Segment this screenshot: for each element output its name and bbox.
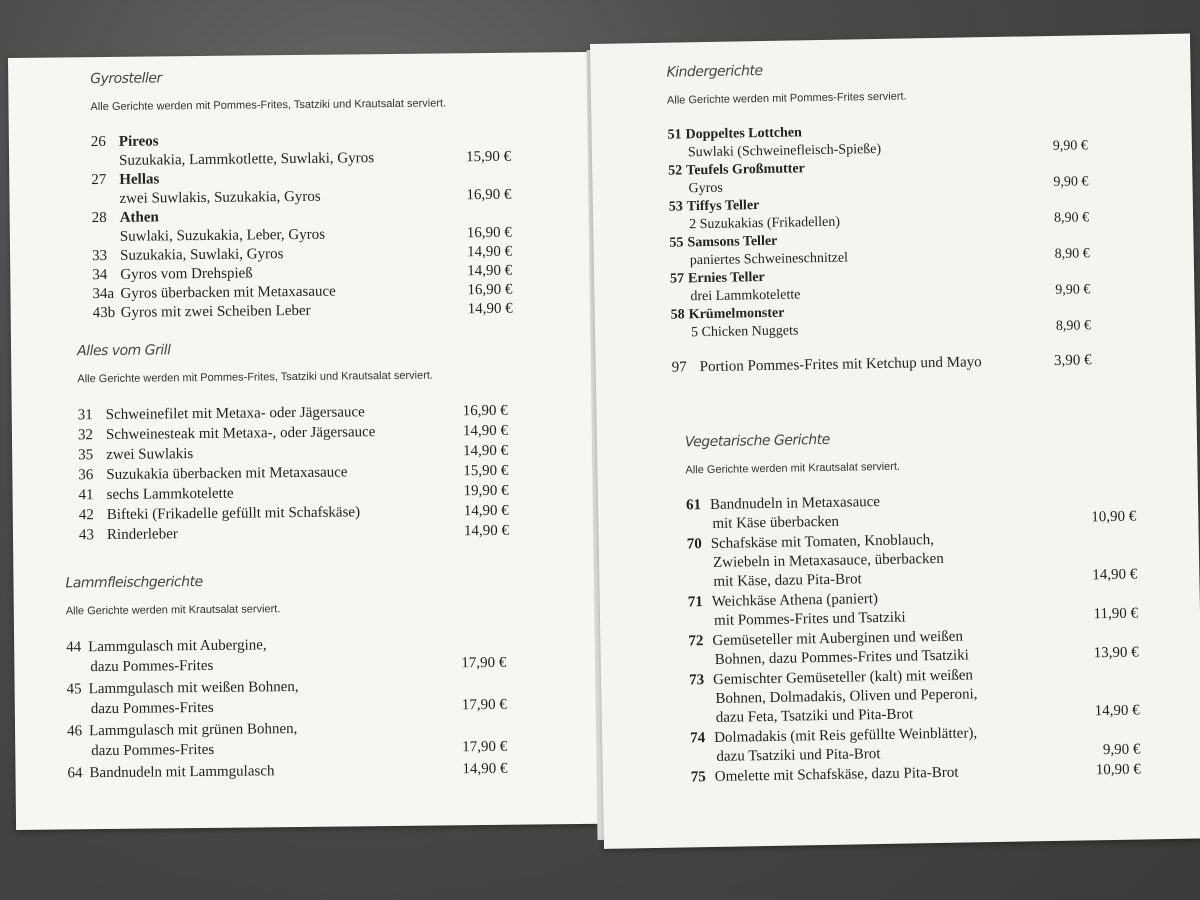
item-price: 17,90 € bbox=[461, 654, 507, 672]
list-item bbox=[79, 521, 509, 546]
list-item bbox=[688, 625, 1139, 671]
item-name: Krümelmonster bbox=[688, 305, 785, 323]
section-note: Alle Gerichte werden mit Pommes-Frites, Tsatziki und Krautsalat serviert. bbox=[77, 369, 434, 386]
item-description: Schweinefilet mit Metaxa- oder Jägersauce bbox=[105, 404, 365, 423]
item-description: zwei Suwlakis bbox=[106, 446, 194, 463]
item-price: 15,90 € bbox=[463, 462, 509, 480]
item-line: mit Käse überbacken bbox=[712, 513, 840, 532]
item-price: 14,90 € bbox=[466, 243, 513, 261]
item-name: Ernies Teller bbox=[687, 269, 765, 287]
section-title: Gyrosteller bbox=[90, 70, 162, 88]
item-number: 26 bbox=[90, 133, 106, 151]
item-description bbox=[89, 675, 443, 719]
item-line: Schafskäse mit Tomaten, Knoblauch, bbox=[710, 532, 935, 552]
list-item bbox=[67, 759, 507, 784]
item-number: 46 bbox=[66, 723, 83, 740]
list-item bbox=[91, 167, 511, 209]
item-description: Rinderleber bbox=[106, 526, 178, 543]
item-description: Suwlaki (Schweinefleisch-Spieße) bbox=[687, 141, 882, 161]
item-number: 31 bbox=[77, 407, 93, 424]
item-line: Gemüseteller mit Auberginen und weißen bbox=[712, 628, 964, 649]
item-number: 27 bbox=[91, 171, 107, 189]
item-description: Gyros vom Drehspieß bbox=[120, 265, 253, 283]
item-number: 55 bbox=[669, 235, 684, 251]
item-line: Lammgulasch mit Aubergine, bbox=[88, 637, 267, 656]
item-description: Suzukakia, Lammkotlette, Suwlaki, Gyros bbox=[118, 150, 375, 169]
item-line: Lammgulasch mit grünen Bohnen, bbox=[88, 721, 298, 740]
item-description: paniertes Schweineschnitzel bbox=[689, 250, 849, 269]
item-price: 14,90 € bbox=[462, 422, 509, 440]
item-number: 64 bbox=[67, 765, 83, 782]
item-number: 75 bbox=[690, 769, 706, 786]
item-price: 19,90 € bbox=[463, 482, 509, 500]
item-price: 14,90 € bbox=[462, 760, 508, 778]
item-line: dazu Tsatziki und Pita-Brot bbox=[716, 746, 881, 765]
item-price: 17,90 € bbox=[462, 738, 508, 756]
item-line: Bandnudeln in Metaxasauce bbox=[709, 494, 881, 513]
list-item bbox=[688, 586, 1139, 632]
item-name: Doppeltes Lottchen bbox=[685, 125, 802, 143]
item-price: 14,90 € bbox=[463, 522, 510, 540]
list-item bbox=[67, 717, 507, 762]
section-title: Lammfleischgerichte bbox=[65, 573, 203, 592]
item-name: Pireos bbox=[118, 133, 159, 150]
menu-right-page bbox=[590, 34, 1200, 849]
list-item bbox=[689, 664, 1140, 729]
list-item bbox=[672, 351, 1092, 377]
section-vegetarisch bbox=[685, 427, 1141, 789]
item-description: 5 Chicken Nuggets bbox=[690, 323, 799, 341]
item-description: Suwlaki, Suzukakia, Leber, Gyros bbox=[119, 226, 326, 245]
item-line: mit Pommes-Frites und Tsatziki bbox=[713, 609, 906, 629]
item-price: 9,90 € bbox=[1052, 138, 1088, 154]
item-line: dazu Pommes-Frites bbox=[90, 657, 214, 676]
item-price: 17,90 € bbox=[461, 696, 507, 714]
item-name: Tiffys Teller bbox=[686, 198, 760, 215]
list-item bbox=[687, 528, 1138, 593]
item-description: Schweinesteak mit Metaxa-, oder Jägersauce bbox=[105, 424, 376, 443]
item-price: 14,90 € bbox=[1092, 566, 1138, 584]
item-description: Suzukakia überbacken mit Metaxasauce bbox=[106, 464, 348, 483]
section-lamm bbox=[65, 571, 507, 786]
section-grill bbox=[77, 339, 509, 545]
list-item bbox=[92, 205, 512, 247]
item-number: 35 bbox=[78, 447, 94, 464]
item-description bbox=[89, 759, 443, 783]
section-note: Alle Gerichte werden mit Krautsalat serviert. bbox=[685, 460, 901, 477]
item-price: 11,90 € bbox=[1093, 605, 1139, 623]
item-list bbox=[91, 129, 513, 323]
item-price: 16,90 € bbox=[466, 224, 512, 242]
item-description: Bifteki (Frikadelle gefüllt mit Schafskäse) bbox=[106, 504, 361, 523]
item-line: dazu Pommes-Frites bbox=[91, 741, 215, 760]
item-price: 16,90 € bbox=[462, 402, 508, 420]
item-price: 8,90 € bbox=[1053, 210, 1090, 226]
item-number: 97 bbox=[671, 359, 687, 376]
section-kinder bbox=[666, 57, 1091, 377]
item-line: dazu Feta, Tsatziki und Pita-Brot bbox=[715, 706, 914, 726]
item-description bbox=[711, 529, 1070, 592]
item-number: 45 bbox=[66, 681, 82, 698]
item-description: drei Lammkotelette bbox=[690, 287, 801, 305]
item-price: 9,90 € bbox=[1053, 174, 1089, 190]
item-description: zwei Suwlakis, Suzukakia, Gyros bbox=[119, 188, 321, 207]
item-line: Bohnen, Dolmadakis, Oliven und Peperoni, bbox=[715, 686, 978, 707]
item-number: 74 bbox=[689, 730, 706, 747]
item-name: Samsons Teller bbox=[687, 233, 778, 251]
item-number: 32 bbox=[77, 427, 94, 444]
item-number: 28 bbox=[91, 209, 107, 227]
item-number: 43 bbox=[78, 527, 95, 544]
item-number: 73 bbox=[688, 672, 705, 689]
item-list bbox=[686, 489, 1141, 788]
item-description bbox=[714, 723, 1073, 767]
item-number: 44 bbox=[66, 639, 82, 656]
item-name: Teufels Großmutter bbox=[686, 161, 805, 179]
item-price: 8,90 € bbox=[1054, 246, 1090, 262]
list-item bbox=[66, 633, 506, 678]
item-price: 10,90 € bbox=[1095, 761, 1141, 779]
item-number: 57 bbox=[669, 271, 685, 287]
item-price: 16,90 € bbox=[467, 281, 513, 299]
list-item bbox=[690, 722, 1141, 768]
item-number: 41 bbox=[78, 487, 94, 504]
item-price: 16,90 € bbox=[466, 186, 512, 204]
item-price: 14,90 € bbox=[467, 262, 513, 280]
section-title: Alles vom Grill bbox=[76, 342, 171, 360]
section-note: Alle Gerichte werden mit Pommes-Frites serviert. bbox=[666, 90, 907, 107]
item-line: Bohnen, dazu Pommes-Frites und Tsatziki bbox=[714, 647, 969, 668]
menu-left-page bbox=[8, 52, 604, 830]
item-number: 34a bbox=[92, 285, 115, 303]
item-description: Portion Pommes-Frites mit Ketchup und Mayo bbox=[699, 354, 982, 376]
item-description: Gyros bbox=[688, 180, 723, 197]
item-number: 61 bbox=[685, 497, 702, 514]
item-line: Gemischter Gemüseteller (kalt) mit weißen bbox=[712, 667, 974, 688]
list-item bbox=[91, 129, 511, 171]
item-line: dazu Pommes-Frites bbox=[90, 699, 214, 718]
item-number: 52 bbox=[668, 163, 683, 179]
item-line: Omelette mit Schafskäse, dazu Pita-Brot bbox=[714, 764, 959, 785]
item-number: 53 bbox=[668, 199, 683, 215]
item-number: 71 bbox=[687, 594, 703, 611]
section-title: Kindergerichte bbox=[666, 62, 763, 81]
item-description: Gyros überbacken mit Metaxasauce bbox=[120, 283, 336, 302]
item-description bbox=[88, 633, 442, 677]
item-number: 51 bbox=[667, 127, 682, 143]
item-number: 58 bbox=[670, 307, 685, 323]
item-name: Hellas bbox=[119, 171, 160, 188]
item-list bbox=[66, 633, 508, 784]
item-line: Zwiebeln in Metaxasauce, überbacken bbox=[712, 550, 944, 571]
item-price: 3,90 € bbox=[1053, 352, 1092, 369]
item-name: Athen bbox=[119, 209, 159, 226]
item-description bbox=[712, 626, 1071, 670]
item-line: Dolmadakis (mit Reis gefüllte Weinblätter), bbox=[713, 725, 978, 746]
item-price: 9,90 € bbox=[1102, 741, 1141, 759]
item-description: 2 Suzukakias (Frikadellen) bbox=[689, 214, 841, 233]
item-price: 10,90 € bbox=[1091, 508, 1137, 526]
item-line: Weichkäse Athena (paniert) bbox=[711, 591, 879, 610]
item-line: Bandnudeln mit Lammgulasch bbox=[89, 763, 275, 782]
item-number: 70 bbox=[686, 536, 702, 553]
list-item bbox=[686, 489, 1137, 535]
item-description: Gyros mit zwei Scheiben Leber bbox=[120, 302, 311, 321]
item-description: sechs Lammkotelette bbox=[106, 485, 234, 503]
section-gyrosteller bbox=[90, 67, 513, 323]
item-description bbox=[89, 717, 443, 761]
item-price: 14,90 € bbox=[463, 442, 509, 460]
list-item bbox=[93, 300, 513, 323]
item-number: 72 bbox=[688, 633, 704, 650]
item-description: Suzukakia, Suwlaki, Gyros bbox=[119, 246, 284, 264]
item-price: 8,90 € bbox=[1055, 318, 1092, 334]
item-number: 42 bbox=[78, 507, 94, 524]
section-note: Alle Gerichte werden mit Krautsalat serviert. bbox=[65, 603, 281, 618]
item-number: 34 bbox=[92, 266, 108, 284]
section-title: Vegetarische Gerichte bbox=[684, 431, 830, 451]
item-price: 14,90 € bbox=[1094, 702, 1140, 720]
item-price: 15,90 € bbox=[465, 148, 512, 166]
item-line: mit Käse, dazu Pita-Brot bbox=[713, 571, 862, 590]
item-list bbox=[667, 119, 1091, 342]
item-list bbox=[78, 401, 509, 545]
list-item bbox=[67, 675, 507, 720]
item-description bbox=[710, 490, 1069, 534]
item-row bbox=[93, 300, 513, 323]
item-price: 9,90 € bbox=[1055, 282, 1091, 298]
list-item bbox=[671, 299, 1092, 342]
item-price: 14,90 € bbox=[467, 300, 513, 318]
item-number: 33 bbox=[91, 247, 108, 265]
item-price: 14,90 € bbox=[463, 502, 509, 520]
section-note: Alle Gerichte werden mit Pommes-Frites, Tsatziki und Krautsalat serviert. bbox=[90, 97, 447, 114]
item-number: 43b bbox=[92, 304, 116, 322]
item-price: 13,90 € bbox=[1093, 644, 1139, 662]
item-number: 36 bbox=[78, 467, 94, 484]
item-line: Lammgulasch mit weißen Bohnen, bbox=[88, 678, 299, 698]
item-description bbox=[712, 587, 1071, 631]
item-description bbox=[713, 665, 1072, 728]
